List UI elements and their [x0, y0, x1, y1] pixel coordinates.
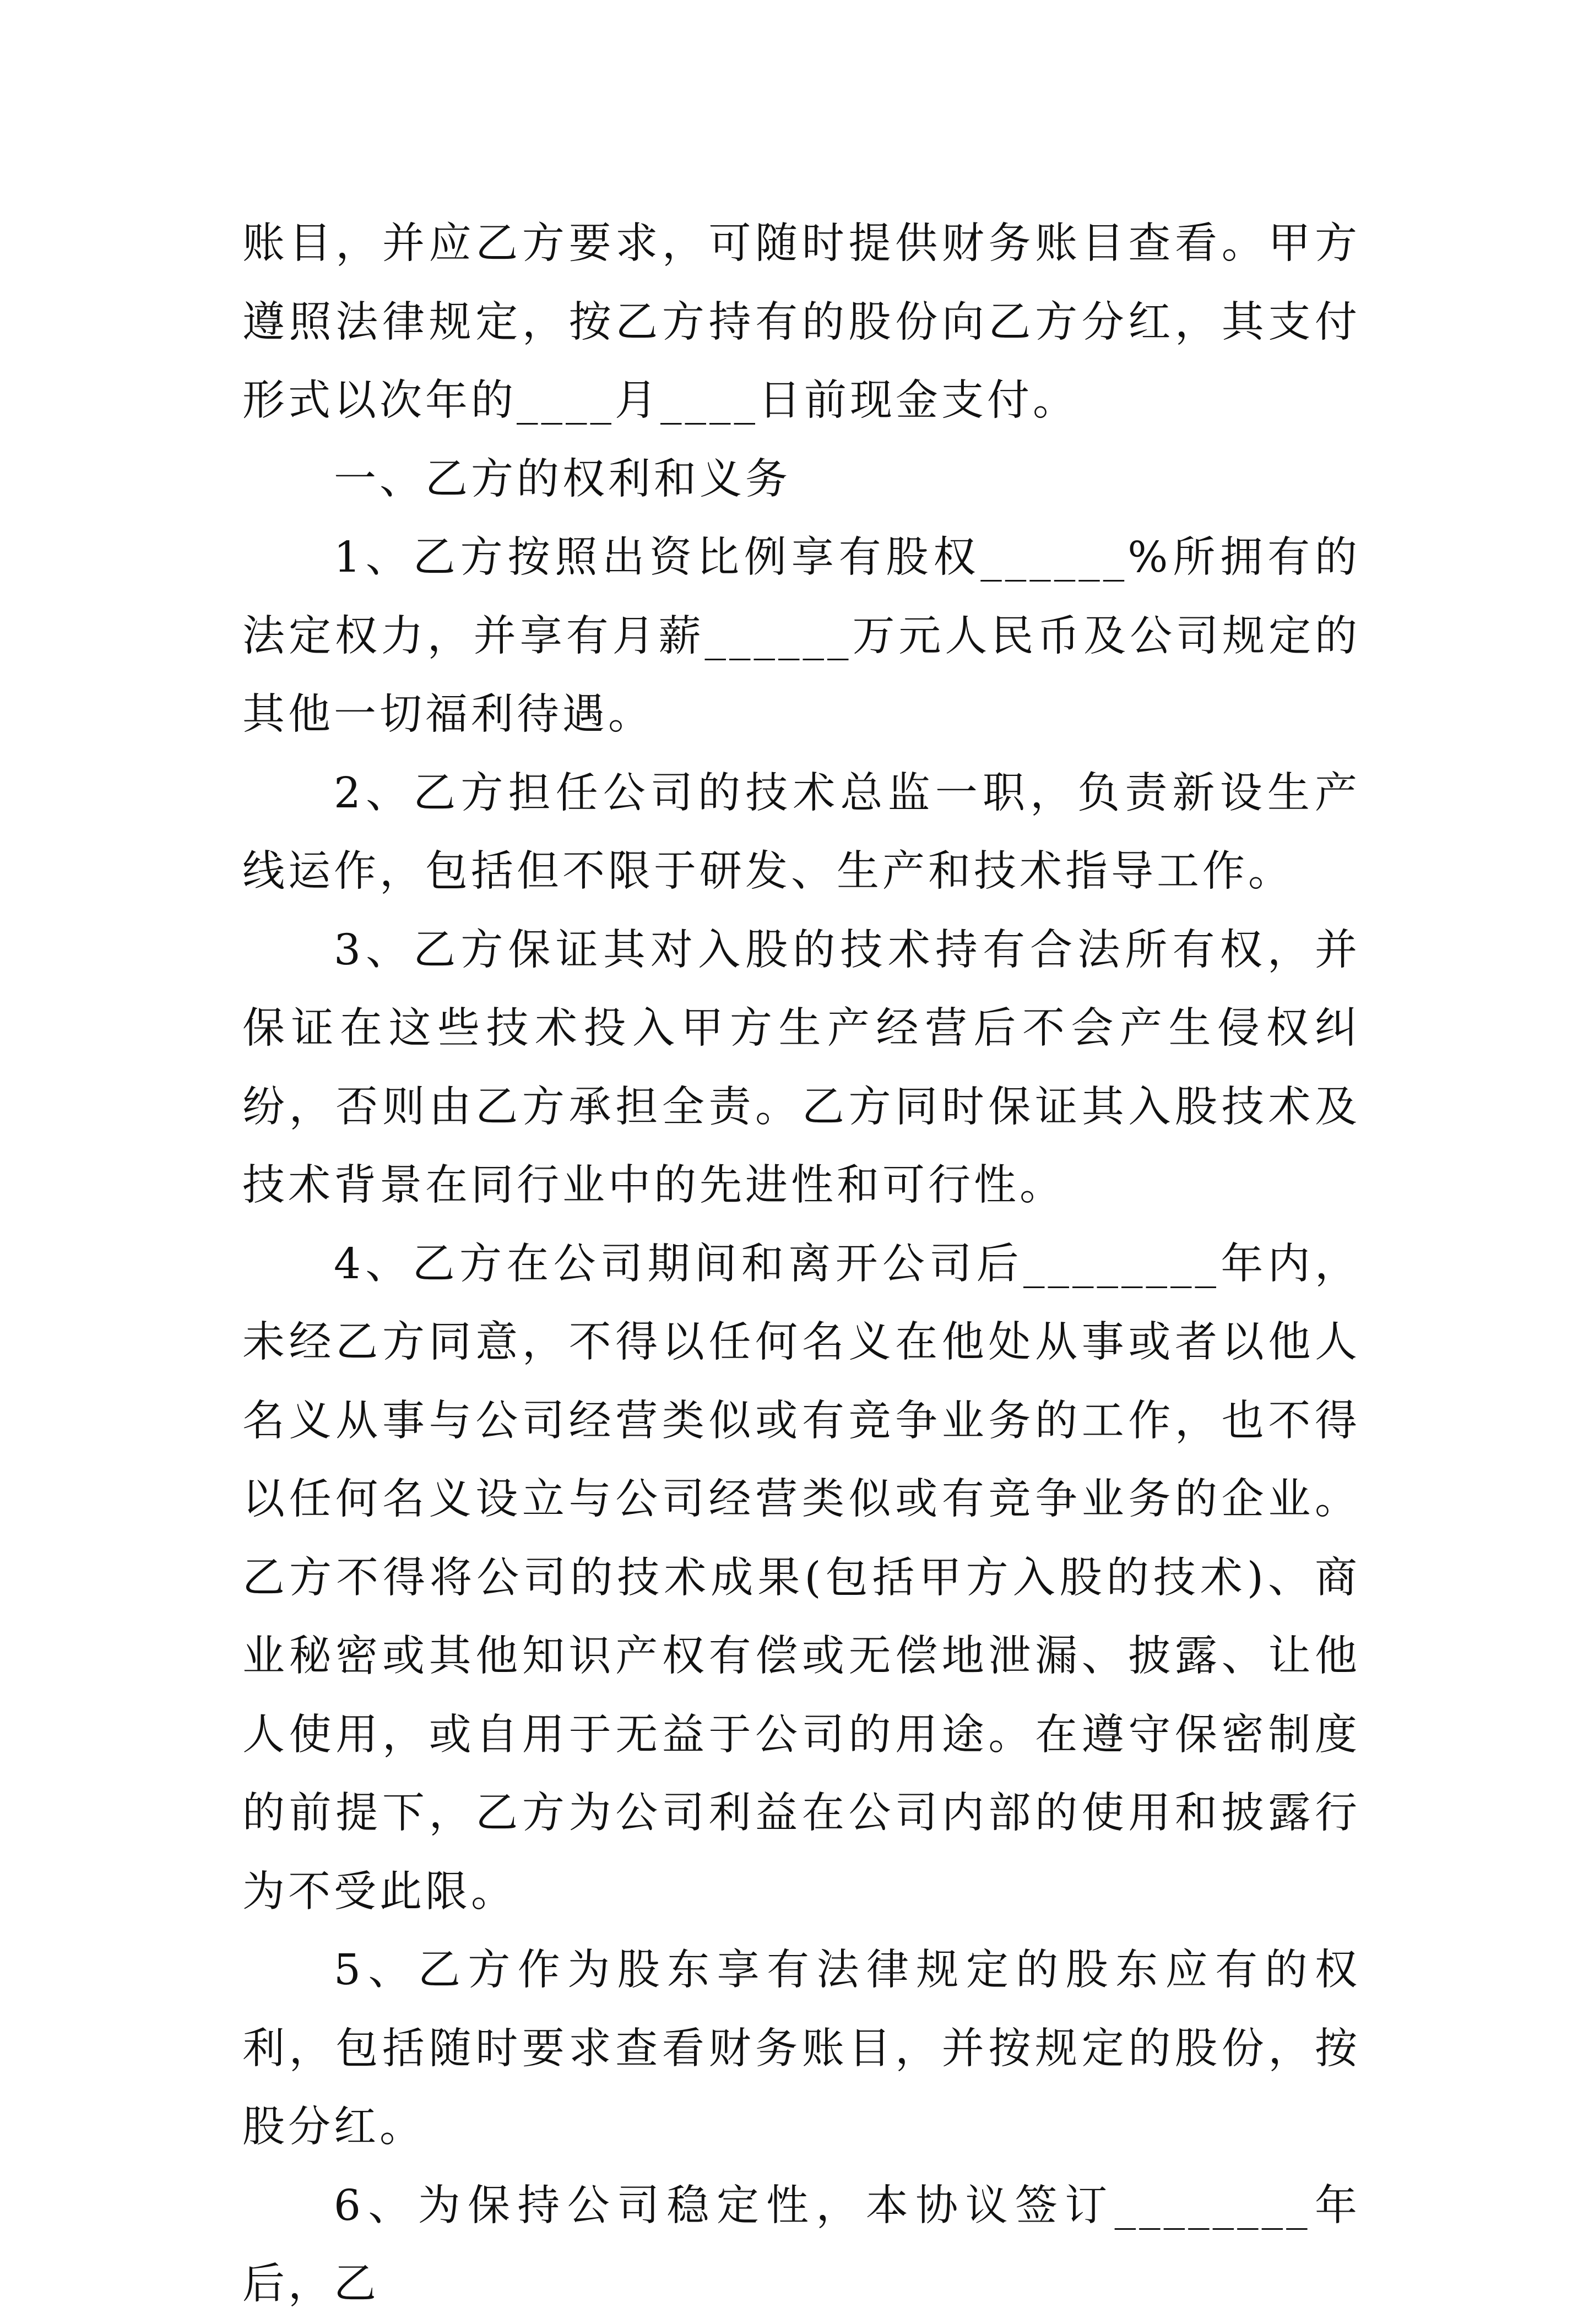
clause-2-technical-director: 2、乙方担任公司的技术总监一职，负责新设生产线运作，包括但不限于研发、生产和技术指导工作。 [242, 768, 1360, 896]
document-body [242, 205, 1360, 2324]
clause-6-stability: 6、为保持公司稳定性，本协议签订________年后，乙 [242, 2181, 1360, 2309]
section-heading-party-b-rights: 一、乙方的权利和义务 [334, 454, 791, 504]
clause-3-ownership-guarantee: 3、乙方保证其对入股的技术持有合法所有权，并保证在这些技术投入甲方生产经营后不会产生侵权纠纷，否则由乙方承担全责。乙方同时保证其入股技术及技术背景在同行业中的先进性和可行性。 [242, 925, 1360, 1210]
paragraph-dividend-continuation: 账目，并应乙方要求，可随时提供财务账目查看。甲方遵照法律规定，按乙方持有的股份向乙方分红，其支付形式以次年的____月____日前现金支付。 [242, 219, 1360, 425]
clause-1-equity-salary: 1、乙方按照出资比例享有股权______%所拥有的法定权力，并享有月薪______万元人民币及公司规定的其他一切福利待遇。 [242, 533, 1360, 739]
clause-5-shareholder-rights: 5、乙方作为股东享有法律规定的股东应有的权利，包括随时要求查看财务账目，并按规定的股份，按股分红。 [242, 1946, 1360, 2152]
clause-4-non-compete: 4、乙方在公司期间和离开公司后________年内，未经乙方同意，不得以任何名义在他处从事或者以他人名义从事与公司经营类似或有竞争业务的工作，也不得以任何名义设立与公司经营类似或有竞争业务的企业。乙方不得将公司的技术成果(包括甲方入股的技术)、商业秘密或其他知识产权有偿或无偿地泄漏、披露、让他人使用，或自用于无益于公司的用途。在遵守保密制度的前提下，乙方为公司利益在公司内部的使用和披露行为不受此限。 [242, 1239, 1360, 1916]
